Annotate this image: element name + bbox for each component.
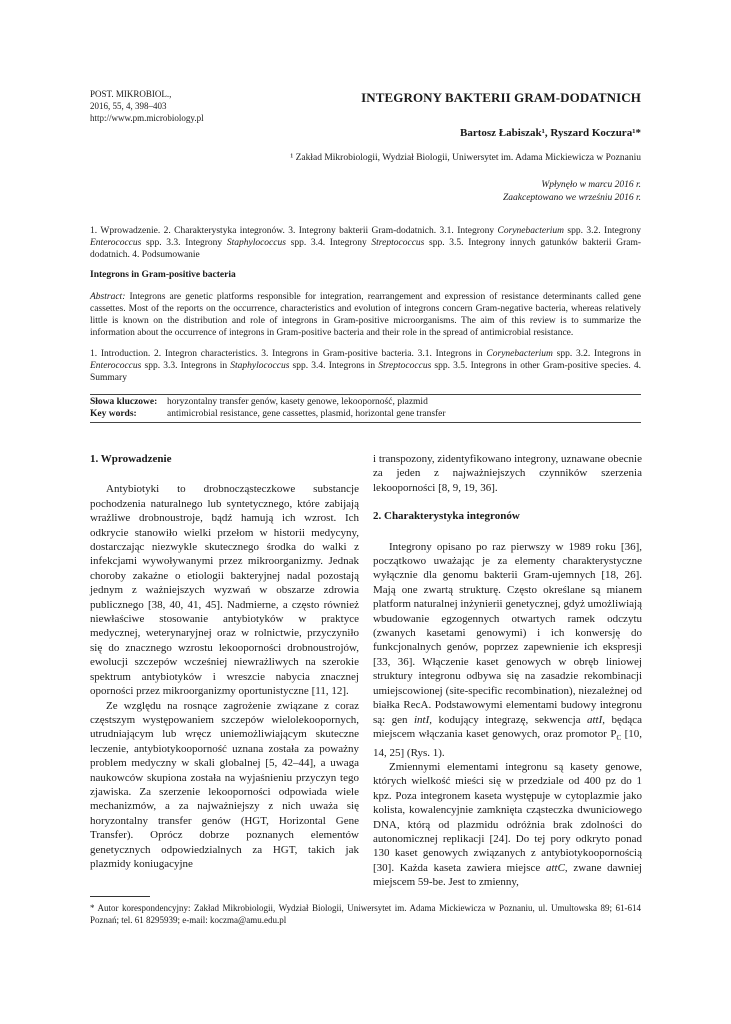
journal-info [90, 88, 204, 124]
table-of-contents-pl: 1. Wprowadzenie. 2. Charakterystyka integronów. 3. Integrony bakterii Gram-dodatnich. 3.1. Integrony Corynebacterium spp. 3.2. Integrony Enterococcus spp. 3.3. Integrony Staphylococcus spp. 3.4. Integrony Streptococcus spp. 3.5. Integrony innych gatunków bakterii Gram-dodatnich. 4. Podsumowanie [90, 226, 641, 260]
abstract [90, 291, 641, 339]
section-heading-integron-characteristics: 2. Charakterystyka integronów [373, 510, 520, 523]
submission-dates [503, 179, 641, 205]
article-authors: Bartosz Łabiszak¹, Ryszard Koczura¹* [460, 127, 641, 139]
keywords-bottom-rule [90, 422, 641, 423]
journal-url: http://www.pm.microbiology.pl [90, 113, 204, 123]
paragraph: Ze względu na rosnące zagrożenie związane z coraz częstszym występowaniem szczepów wielolekoopornych, utrudniającym lub wręcz uniemożliwiającym skuteczne leczenie, antybiotykooporność uznana została za poważny problem medyczny w skali globalnej [5, 42–44], a uwaga naukowców skupiona została na wyjaśnieniu przyczyn tego zjawiska. Za szerzenie lekooporności odpowiada wiele mechanizmów, a za najważniejszy z nich uważa się horyzontalny transfer genów (HGT, Horizontal Gene Transfer). Oprócz dobrze poznanych elementów genetycznych odpowiedzialnych za HGT, takich jak plazmidy koniugacyjne [90, 699, 359, 870]
abstract-text: Integrons are genetic platforms responsible for integration, rearrangement and expression of resistance determinants called gene cassettes. Most of the reports on the occurrence, characteristics and evolution of integrons concern Gram-negative bacteria, whereas relatively little is known on the distribution and role of integrons in Gram-positive microorganisms. The aim of this review is to summarize the information about the occurrence of integrons in Gram-positive bacteria and their role in the spread of antimicrobial resistance. [90, 292, 641, 338]
body-column-left [90, 452, 359, 871]
abstract-label: Abstract: [90, 292, 126, 302]
body-column-right [373, 452, 642, 890]
correspondence-footnote: * Autor korespondencyjny: Zakład Mikrobiologii, Wydział Biologii, Uniwersytet im. Adama Mickiewicza w Poznaniu, ul. Umultowska 89; 61-614 Poznań; tel. 61 8295939; e-mail: koczma@amu.edu.pl [90, 903, 641, 925]
section-heading-introduction: 1. Wprowadzenie [90, 453, 172, 465]
journal-name: POST. MIKROBIOL., [90, 89, 172, 99]
keywords-top-rule [90, 394, 641, 395]
keywords-pl: Słowa kluczowe: horyzontalny transfer genów, kasety genowe, lekooporność, plazmid [90, 397, 428, 407]
paragraph: Zmiennymi elementami integronu są kasety genowe, których wielkość mieści się w przedziale od 400 pz do 1 kpz. Poza integronem kaseta występuje w cytoplazmie jako kolista, kowalencyjnie zamknięta cząsteczka dwuniciowego DNA, którą od plazmidu odróżnia brak zdolności do autonomicznej replikacji [24]. Do tej pory odkryto ponad 130 kaset genowych związanych z antybiotykoopornością [30]. Każda kaseta zawiera miejsce attC, zwane dawniej miejscem 59-be. Jest to zmienny, [373, 760, 642, 889]
footnote-rule [90, 896, 150, 897]
journal-volume: 2016, 55, 4, 398–403 [90, 101, 167, 111]
paragraph: Antybiotyki to drobnocząsteczkowe substancje pochodzenia naturalnego lub syntetycznego, które zabijają wrażliwe drobnoustroje, bądź hamują ich wzrost. Ich odkrycie stanowiło wielki przełom w historii medycyny, dostarczając niezwykle skutecznego środka do walki z infekcjami wywoływanymi przez mikroorganizmy. Jednak choroby zakaźne o etiologii bakteryjnej nadal pozostają jednym z ważniejszych wyzwań w obszarze zdrowia publicznego [38, 40, 41, 45]. Nadmierne, a często również niewłaściwe stosowanie antybiotyków w praktyce medycznej, weterynaryjnej oraz w rolnictwie, przyczyniło się do znacznego wzrostu lekooporności drobnoustrojów, ewolucji szczepów wcześniej niewrażliwych na szerokie spektrum antybiotyków i wreszcie nabycia znacznej oporności przez mikroorganizmy oportunistyczne [11, 12]. [90, 483, 359, 698]
received-date: Wpłynęło w marcu 2016 r. [541, 180, 641, 190]
article-title: INTEGRONY BAKTERII GRAM-DODATNICH [361, 90, 641, 105]
table-of-contents-en: 1. Introduction. 2. Integron characteristics. 3. Integrons in Gram-positive bacteria. 3.1. Integrons in Corynebacterium spp. 3.2. Integrons in Enterococcus spp. 3.3. Integrons in Staphylococcus spp. 3.4. Integrons in Streptococcus spp. 3.5. Integrons in other Gram-positive species. 4. Summary [90, 349, 642, 383]
accepted-date: Zaakceptowano we wrześniu 2016 r. [502, 193, 641, 203]
english-title: Integrons in Gram-positive bacteria [90, 270, 236, 280]
paragraph: i transpozony, zidentyfikowano integrony, uznawane obecnie za jeden z najważniejszych czynników szerzenia lekooporności [8, 9, 19, 36]. [373, 453, 642, 494]
affiliation: ¹ Zakład Mikrobiologii, Wydział Biologii, Uniwersytet im. Adama Mickiewicza w Poznaniu [290, 153, 641, 163]
keywords-en: Key words: antimicrobial resistance, gene cassettes, plasmid, horizontal gene transfer [90, 409, 446, 419]
paragraph: Integrony opisano po raz pierwszy w 1989 roku [36], początkowo uważając je za elementy charakterystyczne wyłącznie dla genomu bakterii Gram-ujemnych [18, 26]. Mają one zwartą strukturę. Często określane są mianem platform naturalnej inżynierii genetycznej, gdyż umożliwiają wbudowanie egzogennych otwartych ramek odczytu (zwanych kasetami genowymi) i ich konwersję do funkcjonalnych genów, poprzez zapewnienie ich ekspresji [33, 36]. Włączenie kaset genowych w obręb liniowej struktury integronu odbywa się na zasadzie rekombinacji umiejscowionej (site-specific recombination), niezależnej od białka RecA. Podstawowymi elementami budowy integronu są: gen intI, kodujący integrazę, sekwencja attI, będąca miejscem włączania kaset genowych, oraz promotor $P_C$ [10, 14, 25] (Rys. 1). [373, 540, 643, 759]
